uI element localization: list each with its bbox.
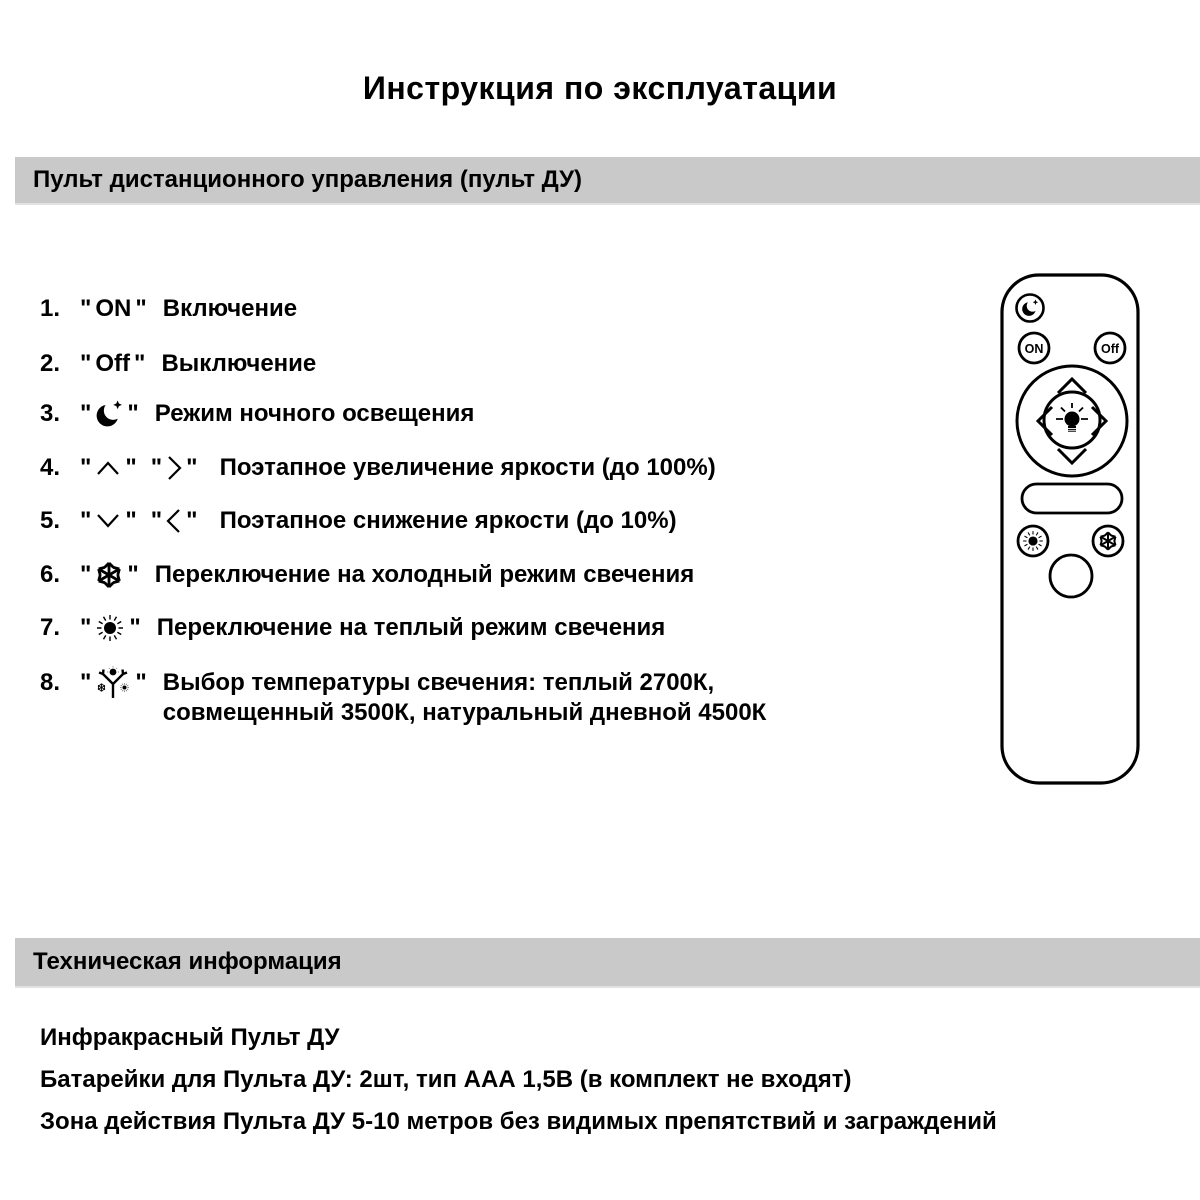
snowflake-icon (95, 561, 123, 589)
section-header-tech (15, 938, 1200, 988)
key-label-on: ON (95, 295, 132, 322)
section-header-remote-label: Пульт дистанционного управления (пульт ДУ) (33, 166, 582, 193)
quote-mark: " (80, 669, 92, 696)
quote-mark: " (134, 350, 146, 377)
item-number: 1. (40, 295, 61, 322)
list-item-4 (40, 453, 716, 483)
quote-mark: " (80, 350, 92, 377)
tech-info-line: Зона действия Пульта ДУ 5-10 метров без видимых препятствий и заграждений (40, 1108, 997, 1135)
on-button-label: ON (1024, 342, 1044, 356)
quote-mark: " (80, 561, 92, 588)
quote-mark: " (80, 400, 92, 427)
quote-mark: " (80, 507, 92, 534)
item-number: 4. (40, 454, 61, 481)
item-number: 6. (40, 561, 61, 588)
quote-mark: " (80, 295, 92, 322)
chevron-down-icon (95, 513, 121, 529)
key-label-off: Off (95, 350, 131, 377)
item-number: 3. (40, 400, 61, 427)
moon-icon (95, 400, 123, 428)
quote-mark: " (127, 561, 139, 588)
quote-mark: " (186, 507, 198, 534)
quote-mark: " (186, 454, 198, 481)
item-description (163, 668, 767, 728)
quote-mark: " (80, 454, 92, 481)
section-header-remote (15, 157, 1200, 205)
quote-mark: " (80, 614, 92, 641)
quote-mark: " (125, 507, 137, 534)
quote-mark: " (125, 454, 137, 481)
item-description: Переключение на холодный режим свечения (154, 561, 695, 588)
item-description: Поэтапное снижение яркости (до 10%) (219, 507, 677, 534)
section-header-tech-label: Техническая информация (33, 948, 342, 975)
remote-control-drawing (1000, 273, 1140, 787)
list-item-5 (40, 506, 677, 536)
item-number: 5. (40, 507, 61, 534)
chevron-right-icon (166, 454, 182, 482)
item-number: 7. (40, 614, 61, 641)
item-description-line2: совмещенный 3500К, натуральный дневной 4500К (162, 699, 767, 726)
quote-mark: " (135, 669, 147, 696)
page-title: Инструкция по эксплуатации (362, 70, 838, 106)
tech-info-line: Батарейки для Пульта ДУ: 2шт, тип ААА 1,5В (в комплект не входят) (40, 1066, 852, 1093)
list-item-1 (40, 294, 297, 324)
list-item-7 (40, 613, 665, 643)
list-item-3 (40, 399, 474, 429)
item-description-line1: Выбор температуры свечения: теплый 2700К, (162, 669, 715, 696)
item-number: 2. (40, 350, 61, 377)
list-item-2 (40, 349, 316, 379)
quote-mark: " (150, 454, 163, 481)
item-description: Переключение на теплый режим свечения (156, 614, 666, 641)
tech-info-line: Инфракрасный Пульт ДУ (40, 1024, 340, 1051)
item-description: Режим ночного освещения (154, 400, 475, 427)
item-description: Включение (162, 295, 298, 322)
quote-mark: " (135, 295, 147, 322)
chevron-left-icon (166, 507, 182, 535)
off-button-label: Off (1100, 342, 1120, 356)
color-temperature-icon (95, 665, 131, 701)
list-item-6 (40, 560, 694, 590)
quote-mark: " (127, 400, 139, 427)
item-description: Поэтапное увеличение яркости (до 100%) (219, 454, 716, 481)
quote-mark: " (129, 614, 141, 641)
list-item-8 (40, 666, 766, 728)
chevron-up-icon (95, 460, 121, 476)
quote-mark: " (150, 507, 163, 534)
warm-sun-icon (95, 613, 125, 643)
remote-control-illustration (1000, 273, 1140, 787)
item-number: 8. (40, 669, 61, 696)
item-description: Выключение (161, 350, 317, 377)
